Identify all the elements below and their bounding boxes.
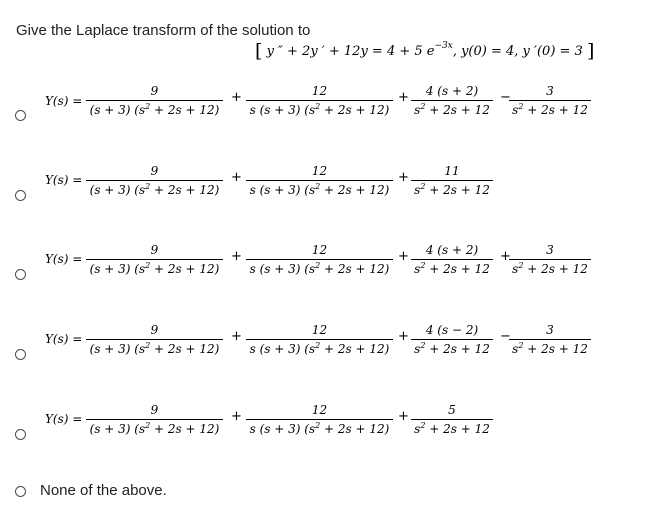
denominator: $s^2 + 2s + 12$ (414, 102, 490, 117)
numerator: 12 (311, 403, 328, 417)
lhs-label: Y(s) = (45, 332, 83, 346)
operator: + (398, 329, 409, 344)
denominator: (s + 3) $(s^2 + 2s + 12)$ (89, 341, 220, 356)
operator: − (500, 329, 511, 344)
fraction-4 (509, 242, 591, 278)
close-bracket: ] (586, 40, 595, 62)
fraction-4 (509, 322, 591, 358)
radio-option-4[interactable] (15, 349, 26, 360)
denominator: $s^2 + 2s + 12$ (512, 102, 588, 117)
numerator: 3 (546, 243, 554, 257)
equation-lhs: y ″ + 2y ′ + 12y = 4 + 5 e (266, 44, 435, 59)
denominator: $s^2 + 2s + 12$ (512, 261, 588, 276)
denominator: $s^2 + 2s + 12$ (414, 182, 490, 197)
fraction-2 (246, 242, 393, 278)
numerator: 9 (150, 164, 159, 178)
fraction-2 (246, 83, 393, 119)
fraction-3 (411, 402, 493, 438)
fraction-1 (86, 163, 223, 199)
numerator: 12 (311, 243, 328, 257)
operator: + (398, 409, 409, 424)
fraction-2 (246, 322, 393, 358)
denominator: $s^2 + 2s + 12$ (414, 421, 490, 436)
exponent: −3x (434, 41, 453, 51)
lhs-label: Y(s) = (45, 173, 83, 187)
numerator: 12 (311, 323, 328, 337)
initial-conditions: , y(0) = 4, y ′(0) = 3 (452, 44, 583, 59)
radio-option-5[interactable] (15, 429, 26, 440)
denominator: (s + 3) $(s^2 + 2s + 12)$ (89, 102, 220, 117)
fraction-2 (246, 402, 393, 438)
fraction-3 (411, 322, 493, 358)
operator: + (231, 249, 242, 264)
radio-option-2[interactable] (15, 190, 26, 201)
numerator: 12 (311, 164, 328, 178)
lhs-label: Y(s) = (45, 412, 83, 426)
denominator: (s + 3) $(s^2 + 2s + 12)$ (89, 421, 220, 436)
denominator: (s + 3) $(s^2 + 2s + 12)$ (89, 261, 220, 276)
lhs-label: Y(s) = (45, 94, 83, 108)
operator: + (231, 409, 242, 424)
open-bracket: [ (255, 40, 263, 62)
numerator: 9 (150, 403, 159, 417)
operator: + (398, 249, 409, 264)
fraction-1 (86, 402, 223, 438)
denominator: s (s + 3) $(s^2 + 2s + 12)$ (249, 421, 390, 436)
denominator: $s^2 + 2s + 12$ (414, 261, 490, 276)
fraction-3 (411, 83, 493, 119)
fraction-2 (246, 163, 393, 199)
numerator: 9 (150, 243, 159, 257)
denominator: $s^2 + 2s + 12$ (414, 341, 490, 356)
numerator: 9 (150, 84, 159, 98)
radio-option-3[interactable] (15, 269, 26, 280)
operator: + (231, 170, 242, 185)
numerator: 5 (448, 403, 456, 417)
differential-equation (255, 40, 594, 62)
operator: + (231, 329, 242, 344)
denominator: s (s + 3) $(s^2 + 2s + 12)$ (249, 341, 390, 356)
none-of-the-above-label[interactable]: None of the above. (40, 482, 167, 499)
denominator: $s^2 + 2s + 12$ (512, 341, 588, 356)
denominator: s (s + 3) $(s^2 + 2s + 12)$ (249, 102, 390, 117)
question-prompt: Give the Laplace transform of the solution to (16, 22, 311, 39)
numerator: 4 (s + 2) (425, 243, 479, 257)
fraction-1 (86, 83, 223, 119)
radio-option-none[interactable] (15, 486, 26, 497)
numerator: 9 (150, 323, 159, 337)
numerator: 11 (444, 164, 460, 178)
numerator: 3 (546, 323, 554, 337)
operator: + (398, 170, 409, 185)
numerator: 3 (546, 84, 554, 98)
denominator: (s + 3) $(s^2 + 2s + 12)$ (89, 182, 220, 197)
operator: + (500, 249, 511, 264)
denominator: s (s + 3) $(s^2 + 2s + 12)$ (249, 261, 390, 276)
numerator: 4 (s − 2) (425, 323, 479, 337)
fraction-3 (411, 242, 493, 278)
radio-option-1[interactable] (15, 110, 26, 121)
fraction-4 (509, 83, 591, 119)
operator: − (500, 90, 511, 105)
operator: + (231, 90, 242, 105)
fraction-1 (86, 322, 223, 358)
numerator: 4 (s + 2) (425, 84, 479, 98)
operator: + (398, 90, 409, 105)
denominator: s (s + 3) $(s^2 + 2s + 12)$ (249, 182, 390, 197)
fraction-3 (411, 163, 493, 199)
numerator: 12 (311, 84, 328, 98)
lhs-label: Y(s) = (45, 252, 83, 266)
fraction-1 (86, 242, 223, 278)
